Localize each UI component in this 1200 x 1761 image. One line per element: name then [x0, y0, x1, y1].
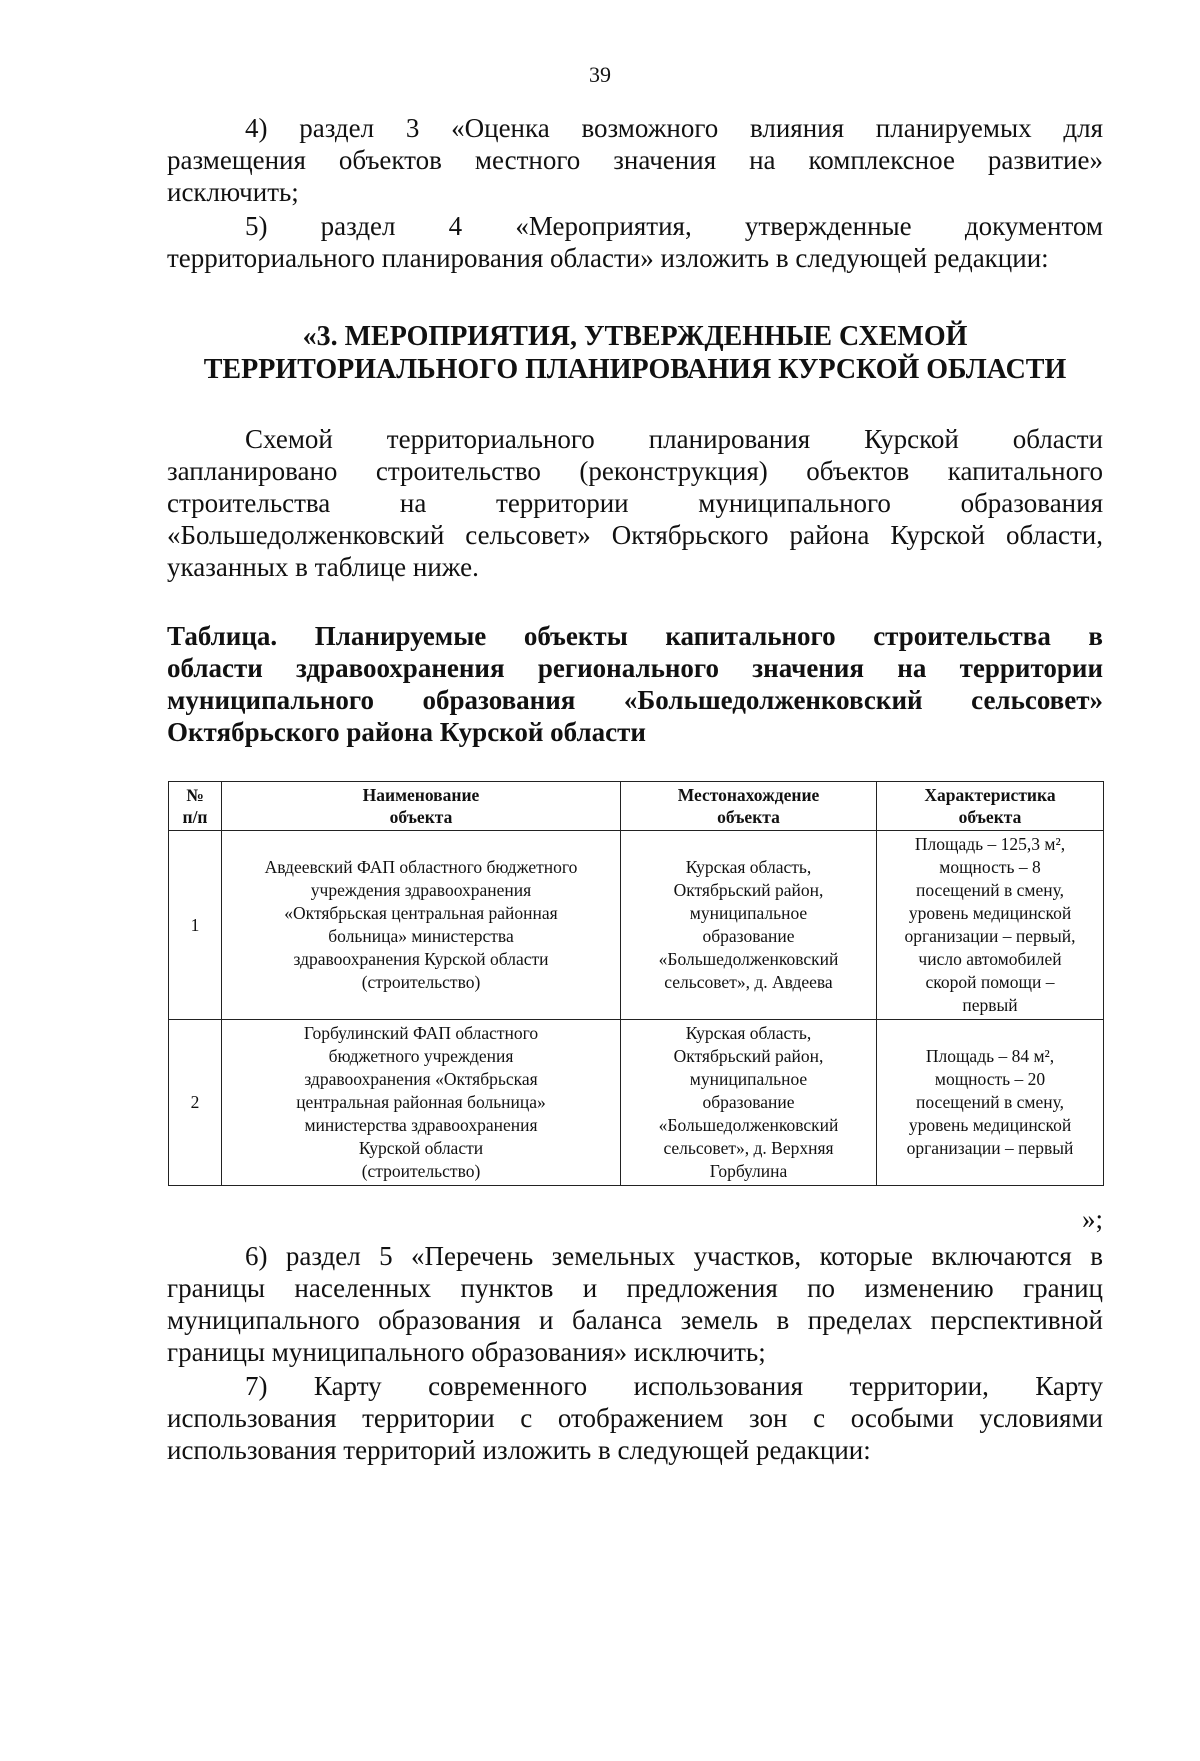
cell-line: Авдеевский ФАП областного бюджетного [264, 857, 578, 877]
table-caption [167, 620, 1103, 748]
cell-line: Курская область, [685, 1023, 812, 1043]
text-line: указанных в таблице ниже. [167, 552, 479, 582]
cell-line: Октябрьский район, [673, 880, 824, 900]
cell-line: Площадь – 125,3 м², [914, 834, 1066, 854]
cell-line: число автомобилей [918, 949, 1062, 969]
cell-line: Октябрьский район, [673, 1046, 824, 1066]
cell-line: уровень медицинской [908, 1115, 1072, 1135]
item-5-paragraph [167, 210, 1103, 274]
cell-location [621, 831, 877, 1020]
table-row [169, 831, 1104, 1020]
text-line: «Большедолженковский сельсовет» Октябрьского района Курской области, [167, 520, 1103, 550]
cell-line: здравоохранения Курской области [293, 949, 549, 969]
header-text: объекта [717, 807, 780, 827]
cell-line: мощность – 20 [934, 1069, 1046, 1089]
text-line: границы муниципального образования» исключить; [167, 1337, 766, 1367]
item-4-paragraph [167, 112, 1103, 208]
text-line: 5) раздел 4 «Мероприятия, утвержденные документом [245, 211, 1103, 241]
cell-line: учреждения здравоохранения [310, 880, 532, 900]
cell-location [621, 1020, 877, 1186]
closing-quote: »; [1081, 1204, 1103, 1234]
text-line: 6) раздел 5 «Перечень земельных участков, которые включаются в [245, 1241, 1103, 1271]
cell-line: Площадь – 84 м², [925, 1046, 1055, 1066]
text-line: границы населенных пунктов и предложения по изменению границ [167, 1273, 1103, 1303]
text-line: муниципального образования и баланса земель в пределах перспективной [167, 1305, 1103, 1335]
header-cell-name [222, 782, 621, 831]
cell-line: образование [702, 1092, 795, 1112]
caption-line: муниципального образования «Большедолженковский сельсовет» [167, 685, 1103, 715]
heading-line: ТЕРРИТОРИАЛЬНОГО ПЛАНИРОВАНИЯ КУРСКОЙ ОБЛАСТИ [203, 354, 1067, 385]
cell-line: мощность – 8 [939, 857, 1041, 877]
cell-line: (строительство) [361, 972, 481, 992]
table-row [169, 1020, 1104, 1186]
cell-line: скорой помощи – [925, 972, 1055, 992]
text-line: исключить; [167, 177, 299, 207]
item-7-paragraph [167, 1370, 1103, 1466]
text-line: 4) раздел 3 «Оценка возможного влияния планируемых для [245, 113, 1103, 143]
cell-line: муниципальное [689, 903, 808, 923]
text-line: 7) Карту современного использования территории, Карту [245, 1371, 1103, 1401]
cell-characteristic [877, 831, 1104, 1020]
header-text: Местонахождение [677, 785, 820, 805]
cell-line: первый [962, 995, 1018, 1015]
header-text: п/п [182, 807, 208, 827]
cell-line: посещений в смену, [916, 1092, 1064, 1112]
header-cell-characteristic [877, 782, 1104, 831]
header-text: № [186, 785, 204, 805]
cell-line: уровень медицинской [908, 903, 1072, 923]
section-heading [120, 320, 1150, 386]
cell-line: Горбулина [709, 1161, 788, 1181]
heading-line: «3. МЕРОПРИЯТИЯ, УТВЕРЖДЕННЫЕ СХЕМОЙ [302, 321, 968, 352]
text-line: использования территории с отображением зон с особыми условиями [167, 1403, 1103, 1433]
cell-line: Курской области [358, 1138, 484, 1158]
page-number: 39 [589, 62, 611, 87]
cell-line: посещений в смену, [916, 880, 1064, 900]
objects-table [168, 781, 1104, 1186]
cell-line: «Большедолженковский [658, 1115, 839, 1135]
cell-line: «Большедолженковский [658, 949, 839, 969]
cell-characteristic [877, 1020, 1104, 1186]
item-6-paragraph [167, 1240, 1103, 1368]
cell-name [222, 831, 621, 1020]
cell-line: (строительство) [361, 1161, 481, 1181]
cell-line: министерства здравоохранения [304, 1115, 538, 1135]
text-line: территориального планирования области» изложить в следующей редакции: [167, 243, 1049, 273]
table-body [169, 831, 1104, 1186]
cell-line: больница» министерства [328, 926, 514, 946]
text-line: размещения объектов местного значения на комплексное развитие» [167, 145, 1103, 175]
cell-line: организации – первый, [904, 926, 1076, 946]
text-line: строительства на территории муниципального образования [167, 488, 1103, 518]
intro-paragraph [167, 423, 1103, 583]
header-text: объекта [958, 807, 1022, 827]
cell-text: 1 [190, 914, 200, 935]
cell-line: бюджетного учреждения [328, 1046, 514, 1066]
cell-line: Горбулинский ФАП областного [303, 1023, 539, 1043]
header-cell-number [169, 782, 222, 831]
table-header-row [169, 782, 1104, 831]
cell-line: центральная районная больница» [296, 1092, 546, 1112]
cell-line: сельсовет», д. Верхняя [663, 1138, 834, 1158]
text-line: Схемой территориального планирования Курской области [245, 424, 1103, 454]
header-cell-location [621, 782, 877, 831]
cell-line: организации – первый [906, 1138, 1074, 1158]
text-line: использования территорий изложить в следующей редакции: [167, 1435, 871, 1465]
caption-line: Октябрьского района Курской области [167, 717, 646, 747]
header-text: Наименование [362, 785, 480, 805]
text-line: запланировано строительство (реконструкция) объектов капитального [167, 456, 1103, 486]
cell-number [169, 1020, 222, 1186]
cell-line: Курская область, [685, 857, 812, 877]
caption-line: Таблица. Планируемые объекты капитального строительства в [167, 621, 1103, 651]
cell-line: здравоохранения «Октябрьская [304, 1069, 538, 1089]
cell-line: муниципальное [689, 1069, 808, 1089]
cell-line: сельсовет», д. Авдеева [664, 972, 833, 992]
cell-name [222, 1020, 621, 1186]
caption-line: области здравоохранения регионального значения на территории [167, 653, 1103, 683]
header-text: Характеристика [924, 785, 1056, 805]
cell-text: 2 [190, 1092, 200, 1112]
cell-line: «Октябрьская центральная районная [284, 903, 558, 923]
header-text: объекта [389, 807, 453, 827]
cell-line: образование [702, 926, 795, 946]
cell-number [169, 831, 222, 1020]
